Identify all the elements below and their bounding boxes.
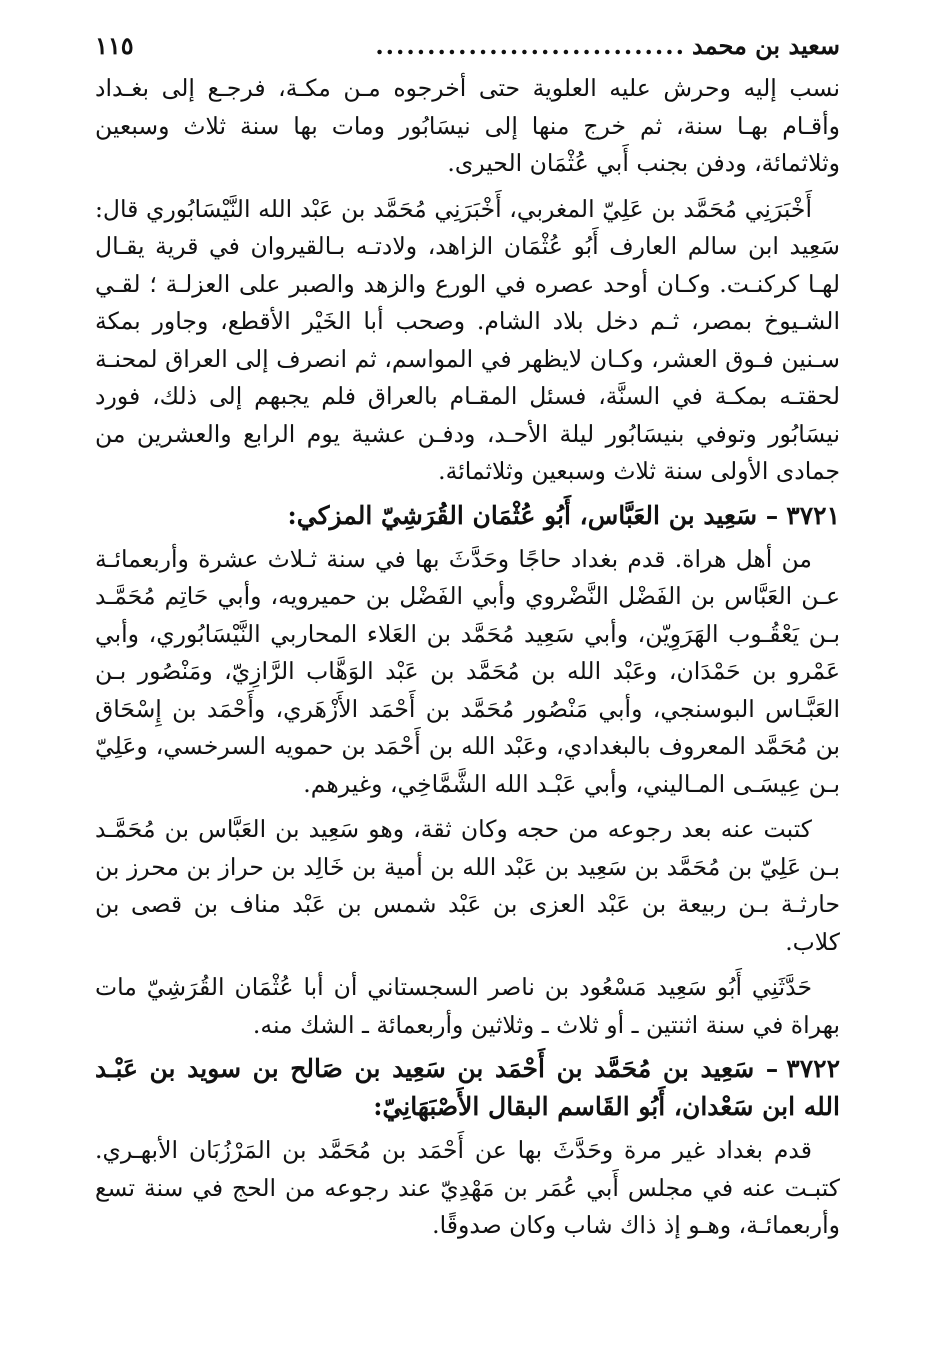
entry-heading-3722	[95, 1050, 840, 1126]
entry-paragraph: كتبت عنه بعد رجوعه من حجه وكان ثقة، وهو سَعِيد بن العَبَّاس بن مُحَمَّـد بـن عَلِيّ بن مُحَمَّد بن سَعِيد بن عَبْد الله بن أمية بن خَالِد بن حراز بن محرز بن حارثـة بـن ربيعة بن عَبْد العزى بن عَبْد شمس بن عَبْد مناف بن قصى بن كلاب.	[95, 815, 840, 956]
running-head-leader-dots: ..............................	[375, 31, 686, 60]
running-head	[95, 26, 840, 70]
book-page	[95, 26, 840, 1245]
entry-paragraph: من أهل هراة. قدم بغداد حاجًا وحَدَّثَ بها في سنة ثـلاث عشرة وأربعمائـة عـن العَبَّاس بن الفَضْل النَّضْروي وأبي الفَضْل بن حميرويه، وأبي حَاتِم مُحَمَّـد بـن يَعْقُـوب الهَرَوِيّن، وأبي سَعِيد مُحَمَّد بن العَلاء المحاربي النَّيْسَابُوري، وأبي عَمْرو بن حَمْدَان، وعَبْد الله بن مُحَمَّد بن عَبْد الوَهَّاب الرَّازِيّ، ومَنْصُور بـن العَبَّـاس البوسنجي، وأبي مَنْصُور مُحَمَّد بن أَحْمَد الأَزْهَري، وأَحْمَد بن إِسْحَاق بن مُحَمَّد المعروف بالبغدادي، وعَبْد الله بن أَحْمَد بن حمويه السرخسي، وعَلِيّ بـن عِيسَـى المـاليني، وأبي عَبْـد الله الشَّمَّاخِي، وغيرهم.	[95, 544, 840, 798]
entry-title: – سَعِيد بن مُحَمَّد بن أَحْمَد بن سَعِيد بن صَالح بن سويد بن عَبْـد الله ابن سَعْدان، أَبُو القَاسم البقال الأَصْبَهَانِيّ:	[95, 1054, 840, 1121]
running-head-title: سعيد بن محمد	[691, 31, 840, 60]
entry-title: – سَعِيد بن العَبَّاس، أَبُو عُثْمَان القُرَشِيّ المزكي:	[287, 500, 779, 530]
entry-number: ٣٧٢٢	[786, 1054, 840, 1083]
entry-paragraph: قدم بغداد غير مرة وحَدَّثَ بها عن أَحْمَد بن مُحَمَّد بن المَرْزُبَان الأبهـري. كتبـت عنه في مجلس أَبي عُمَر بن مَهْدِيّ عند رجوعه من الحج في سنة تسع وأربعمائـة، وهـو إذ ذاك شاب وكان صدوقًا.	[95, 1136, 840, 1239]
paragraph-narration: أَخْبَرَنِي مُحَمَّد بن عَلِيّ المغربي، أَخْبَرَنِي مُحَمَّد بن عَبْد الله النَّيْسَابُوري قال: سَعِيد ابن سالم العارف أَبُو عُثْمَان الزاهد، ولادتـه بـالقيروان في قرية يقـال لهـا كركنـت. وكـان أوحد عصره في الورع والزهد والصبر على العزلـة ؛ لقـي الشـيوخ بمصر، ثـم دخل بلاد الشام. وصحب أبا الخَيْر الأقطع، وجاور بمكة سـنين فـوق العشر، وكـان لايظهر في المواسم، ثم انصرف إلى العراق لمحنـة لحقتـه بمكـة في السنَّة، فسئل المقـام بالعراق فلم يجبهم إلى ذلك، فورد نيسَابُور وتوفي بنيسَابُور ليلة الأحـد، ودفـن عشية يوم الرابع والعشرين من جمادى الأولى سنة ثلاث وسبعين وثلاثمائة.	[95, 194, 840, 485]
entry-number: ٣٧٢١	[786, 500, 840, 530]
entry-heading-3721	[95, 497, 840, 535]
continued-paragraph: نسب إليه وحرش عليه العلوية حتى أخرجوه مـن مكـة، فرجـع إلى بغـداد وأقـام بهـا سنة، ثم خرج منها إلى نيسَابُور ومات بها سنة ثلاث وسبعين وثلاثمائة، ودفن بجنب أَبي عُثْمَان الحيرى.	[95, 74, 840, 177]
entry-paragraph: حَدَّثَنِي أَبُو سَعِيد مَسْعُود بن ناصر السجستاني أن أبا عُثْمَان القُرَشِيّ مات بهراة في سنة اثنتين ـ أو ثلاث ـ وثلاثين وأربعمائة ـ الشك منه.	[95, 973, 840, 1039]
page-number: ١١٥	[95, 31, 134, 60]
